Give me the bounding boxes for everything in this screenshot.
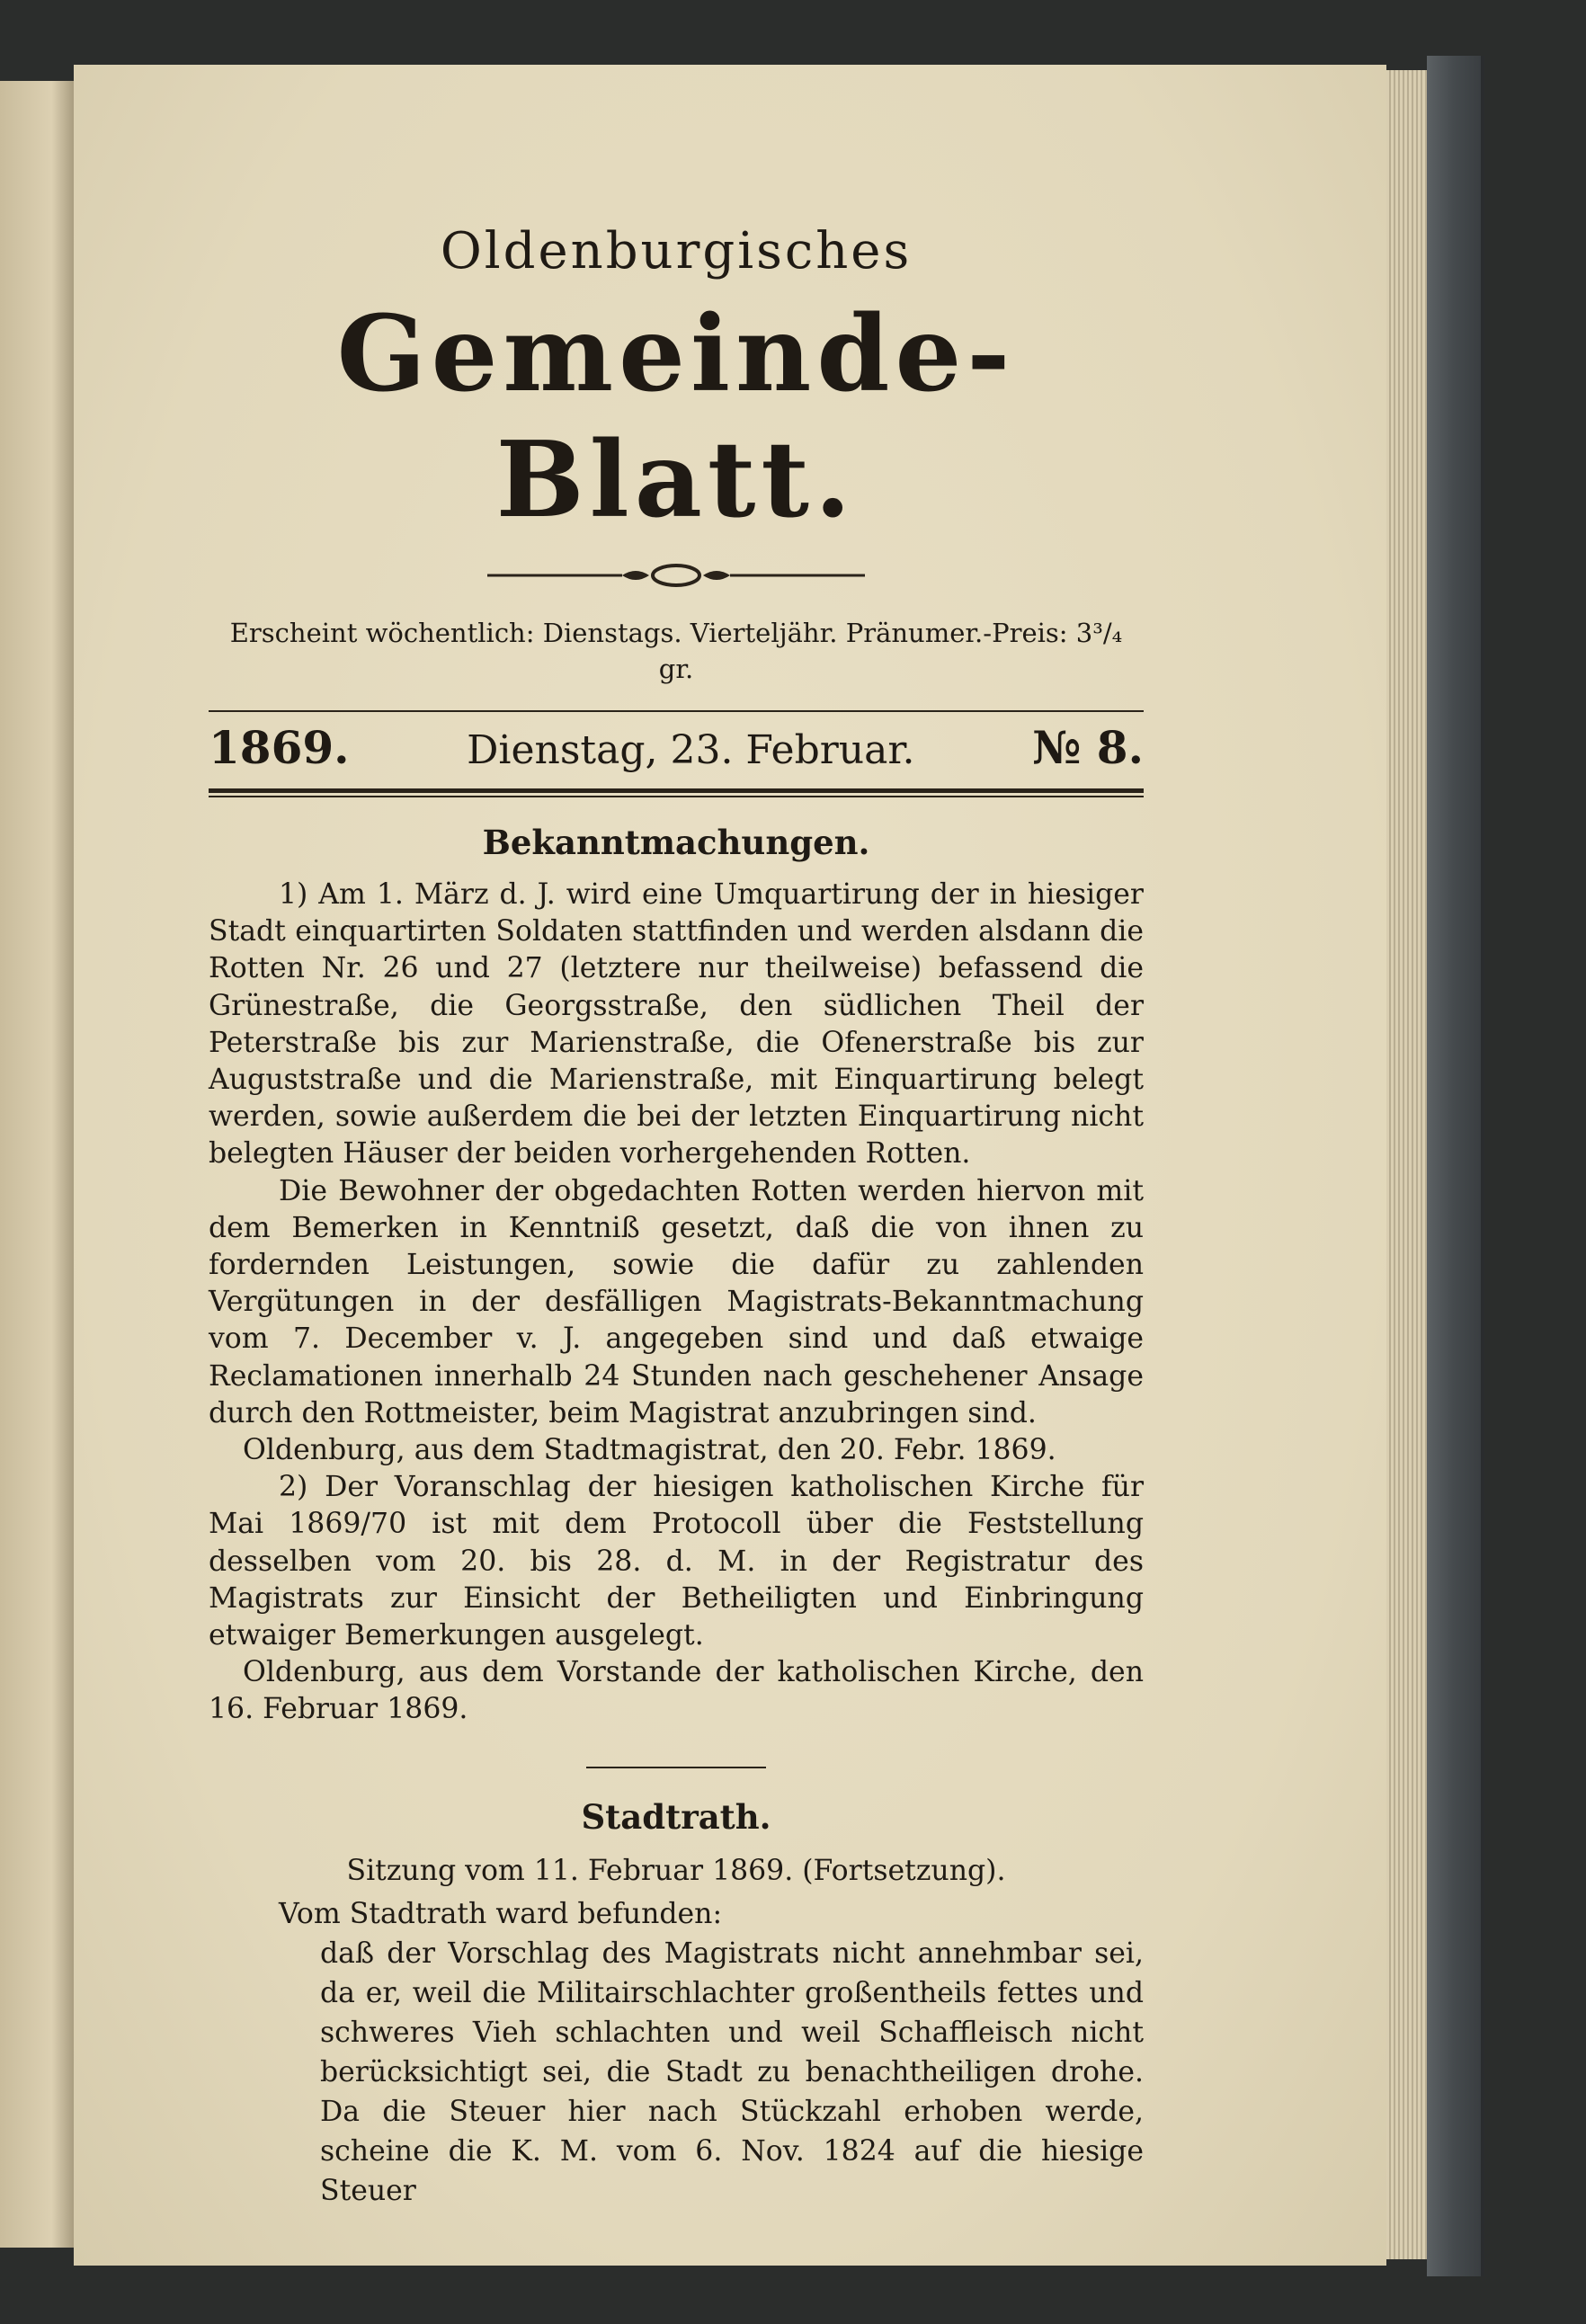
page-content	[209, 216, 1144, 2211]
section-heading-announcements: Bekanntmachungen.	[482, 823, 870, 862]
announcement-paragraph: 2) Der Voranschlag der hiesigen katholischen Kirche für Mai 1869/70 ist mit dem Protocoll über die Feststellung desselben vom 20. bis 28. d. M. in der Registratur des Magistrats zur Einsicht der Betheiligten und Einbringung etwaiger Bemerkungen ausgelegt.	[209, 1471, 1144, 1652]
subscription-info: Erscheint wöchentlich: Dienstags. Vierteljähr. Pränumer.-Preis: 3³/₄ gr.	[229, 618, 1123, 684]
masthead-title: Gemeinde-Blatt.	[336, 293, 1016, 541]
masthead-subtitle: Oldenburgisches	[440, 222, 913, 280]
announcement-paragraph: 1) Am 1. März d. J. wird eine Umquartirung der in hiesiger Stadt einquartirten Soldaten stattfinden und werden alsdann die Rotten Nr. 26 und 27 (letztere nur theilweise) befassend die Grünestraße, die Georgsstraße, den südlichen Theil der Peterstraße bis zur Marienstraße, die Ofenerstraße bis zur Auguststraße und die Marienstraße, mit Einquartirung belegt werden, sowie außerdem die bei der letzten Einquartirung nicht belegten Häuser der beiden vorhergehenden Rotten.	[209, 878, 1144, 1171]
double-rule	[209, 788, 1144, 797]
left-page-edge	[0, 81, 74, 2248]
issue-number: № 8.	[1032, 721, 1144, 774]
announcement-signature: Oldenburg, aus dem Stadtmagistrat, den 20. Febr. 1869.	[243, 1434, 1056, 1467]
issue-date: Dienstag, 23. Februar.	[467, 727, 915, 773]
section-divider	[586, 1767, 766, 1768]
ornament-divider-icon	[487, 557, 865, 593]
announcement-signature: Oldenburg, aus dem Vorstande der katholischen Kirche, den 16. Februar 1869.	[209, 1656, 1144, 1726]
issue-year: 1869.	[209, 721, 350, 774]
section-heading-city-council: Stadtrath.	[581, 1796, 771, 1837]
council-finding-text: daß der Vorschlag des Magistrats nicht annehmbar sei, da er, weil die Militairschlachter großentheils fettes und schweres Vieh schlachten und weil Schaffleisch nicht berücksichtigt sei, die Stadt zu benachtheiligen drohe. Da die Steuer hier nach Stückzahl erhoben werde, scheine die K. M. vom 6. Nov. 1824 auf die hiesige Steuer	[320, 1937, 1144, 2207]
announcement-paragraph: Die Bewohner der obgedachten Rotten werden hiervon mit dem Bemerken in Kenntniß gesetzt, daß die von ihnen zu fordernden Leistungen, sowie die dafür zu zahlenden Vergütungen in der desfälligen Magistrats-Bekanntmachung vom 7. December v. J. angegeben sind und daß etwaige Reclamationen innerhalb 24 Stunden nach geschehener Ansage durch den Rottmeister, beim Magistrat anzubringen sind.	[209, 1174, 1144, 1429]
session-line: Sitzung vom 11. Februar 1869. (Fortsetzung).	[346, 1854, 1006, 1887]
council-finding-intro: Vom Stadtrath ward befunden:	[279, 1897, 723, 1930]
dateline	[209, 712, 1144, 783]
book-cover-board	[1427, 56, 1484, 2276]
page-stack-edges	[1386, 70, 1427, 2259]
